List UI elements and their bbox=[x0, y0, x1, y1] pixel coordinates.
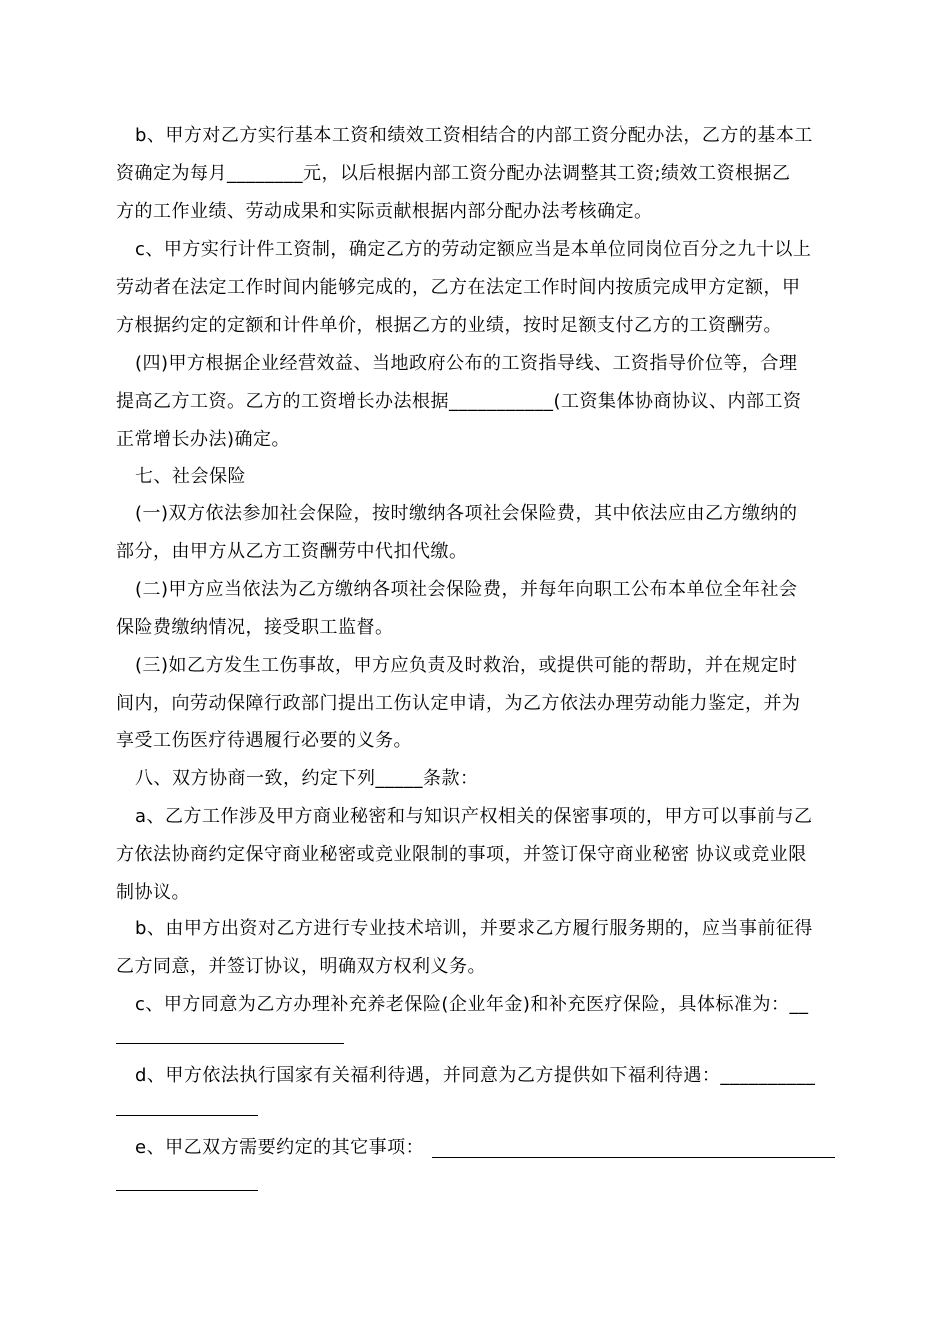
clause-c-line-1: c、甲方实行计件工资制，确定乙方的劳动定额应当是本单位同岗位百分之九十以上 bbox=[135, 239, 812, 260]
s7-item-3-line-1: (三)如乙方发生工伤事故，甲方应负责及时救治，或提供可能的帮助，并在规定时 bbox=[135, 655, 798, 676]
clause-four-line-1: (四)甲方根据企业经营效益、当地政府公布的工资指导线、工资指导价位等，合理 bbox=[135, 353, 798, 374]
section-8-title: 八、双方协商一致，约定下列_____条款： bbox=[135, 768, 479, 789]
s8-c-line: c、甲方同意为乙方办理补充养老保险(企业年金)和补充医疗保险，具体标准为：__ bbox=[135, 994, 809, 1015]
s7-item-3-line-3: 享受工伤医疗待遇履行必要的义务。 bbox=[116, 730, 412, 751]
clause-four-line-3: 正常增长办法)确定。 bbox=[116, 429, 291, 450]
s8-a-line-1: a、乙方工作涉及甲方商业秘密和与知识产权相关的保密事项的，甲方可以事前与乙 bbox=[135, 806, 813, 827]
clause-c-line-2: 劳动者在法定工作时间内能够完成的，乙方在法定工作时间内按质完成甲方定额，甲 bbox=[116, 277, 801, 298]
section-7-title: 七、社会保险 bbox=[135, 466, 246, 487]
s8-e-blank-rule-2 bbox=[116, 1190, 258, 1191]
s7-item-2-line-2: 保险费缴纳情况，接受职工监督。 bbox=[116, 617, 394, 638]
s8-a-line-3: 制协议。 bbox=[116, 882, 190, 903]
s7-item-3-line-2: 间内，向劳动保障行政部门提出工伤认定申请，为乙方依法办理劳动能力鉴定，并为 bbox=[116, 693, 801, 714]
clause-b-line-2: 资确定为每月________元，以后根据内部工资分配办法调整其工资;绩效工资根据乙 bbox=[116, 163, 791, 184]
s8-b-line-2: 乙方同意，并签订协议，明确双方权利义务。 bbox=[116, 956, 486, 977]
clause-b-line-3: 方的工作业绩、劳动成果和实际贡献根据内部分配办法考核确定。 bbox=[116, 201, 653, 222]
clause-c-line-3: 方根据约定的定额和计件单价，根据乙方的业绩，按时足额支付乙方的工资酬劳。 bbox=[116, 315, 782, 336]
s8-b-line-1: b、由甲方出资对乙方进行专业技术培训，并要求乙方履行服务期的，应当事前征得 bbox=[135, 918, 813, 939]
s8-d-line: d、甲方依法执行国家有关福利待遇，并同意为乙方提供如下福利待遇：__________ bbox=[135, 1065, 816, 1086]
s8-a-line-2: 方依法协商约定保守商业秘密或竞业限制的事项，并签订保守商业秘密 协议或竞业限 bbox=[116, 844, 807, 865]
s8-d-blank-rule bbox=[116, 1115, 258, 1116]
s7-item-2-line-1: (二)甲方应当依法为乙方缴纳各项社会保险费，并每年向职工公布本单位全年社会 bbox=[135, 579, 798, 600]
s8-c-blank-rule bbox=[116, 1043, 344, 1044]
clause-four-line-2: 提高乙方工资。乙方的工资增长办法根据___________(工资集体协商协议、内部工资 bbox=[116, 391, 802, 412]
s8-e-line: e、甲乙双方需要约定的其它事项： bbox=[135, 1137, 425, 1158]
clause-b-line-1: b、甲方对乙方实行基本工资和绩效工资相结合的内部工资分配办法，乙方的基本工 bbox=[135, 125, 813, 146]
s8-e-blank-rule-1 bbox=[432, 1157, 835, 1158]
s7-item-1-line-1: (一)双方依法参加社会保险，按时缴纳各项社会保险费，其中依法应由乙方缴纳的 bbox=[135, 503, 798, 524]
s7-item-1-line-2: 部分，由甲方从乙方工资酬劳中代扣代缴。 bbox=[116, 541, 468, 562]
